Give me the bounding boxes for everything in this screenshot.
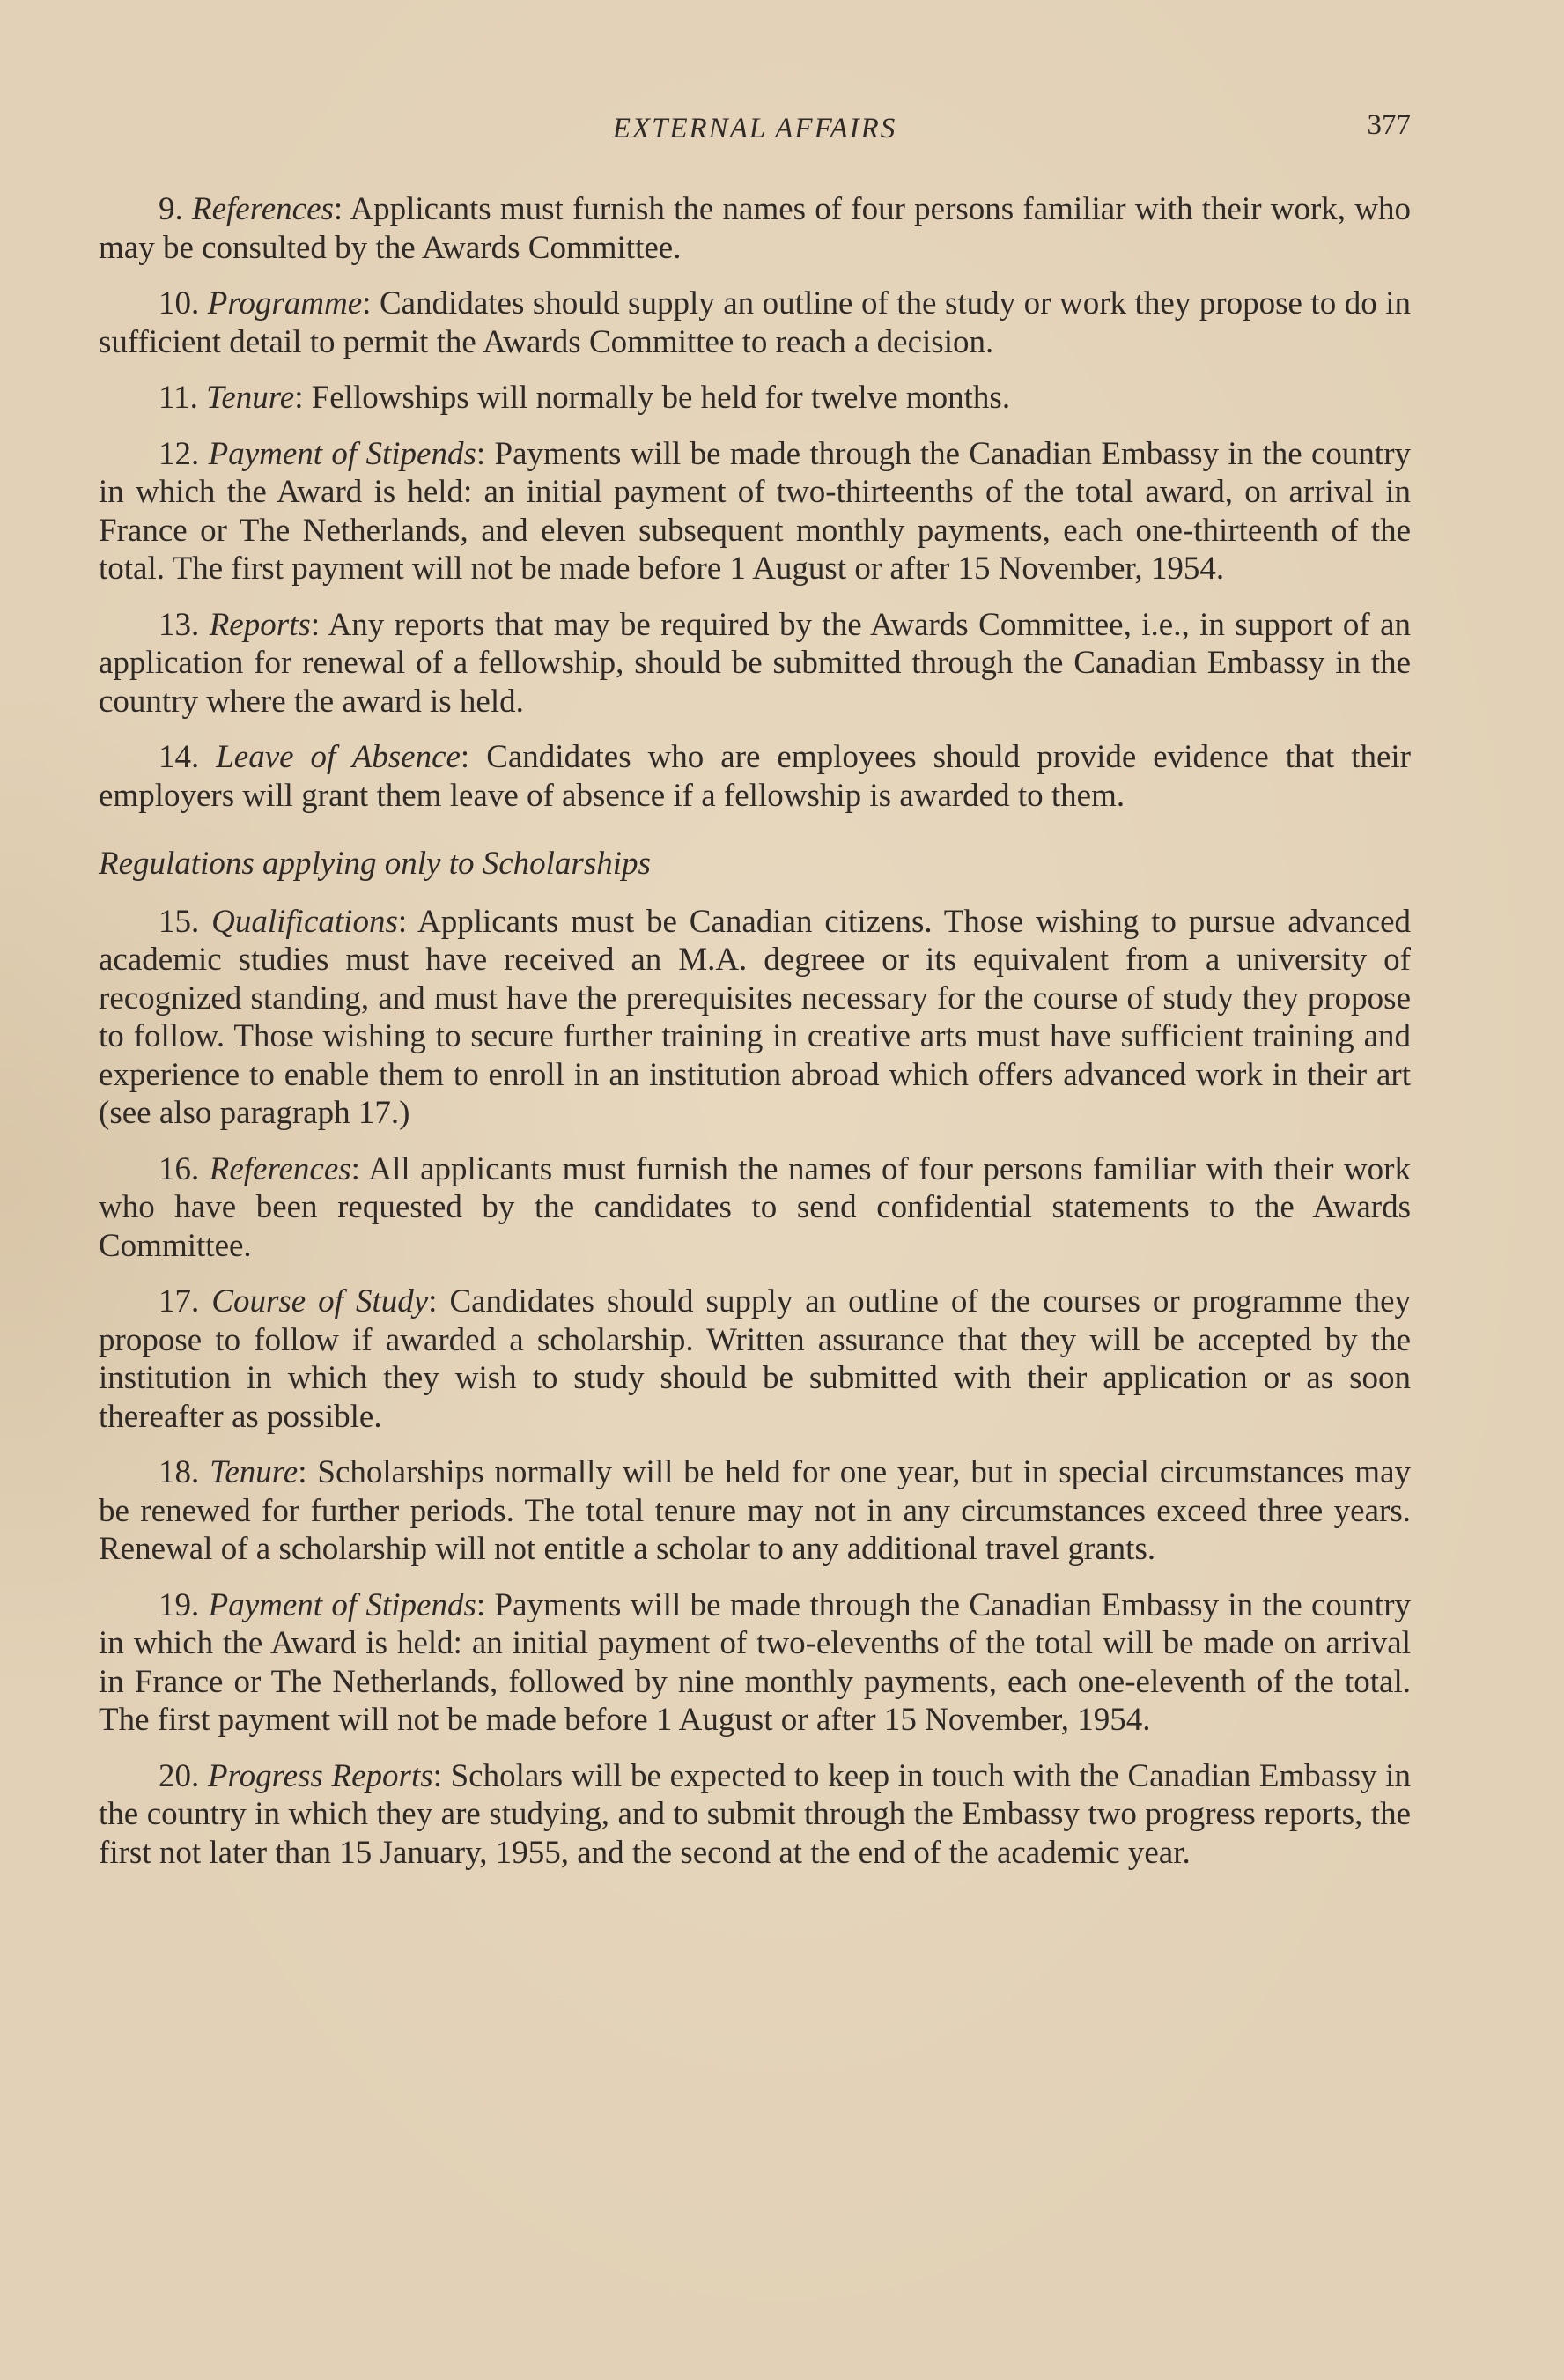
- paragraph-number: 17.: [159, 1283, 200, 1319]
- paragraph-text: Applicants must be Canadian citizens. Those wishing to pursue advanced academic studies must have received an M.A. degreee or its equivalent from a university of recognized standing, and must have the prerequisites necessary for the course of study they propose to follow. Those wishing to secure further training in creative arts must have sufficient training and experience to enable them to enroll in an institution abroad which offers advanced work in their art (see also paragraph 17.): [99, 903, 1411, 1131]
- paragraph-number: 13.: [159, 606, 200, 643]
- paragraph-term: Tenure: [210, 1454, 299, 1490]
- paragraph-19: 19. Payment of Stipends: Payments will be made through the Canadian Embassy in the country in which the Award is held: an initial payment of two-elevenths of the total will be made on arrival in France or The Netherlands, followed by nine monthly payments, each one-eleventh of the total. The first payment will not be made before 1 August or after 15 November, 1954.: [99, 1586, 1412, 1738]
- fellowship-regulations: [99, 190, 1411, 815]
- paragraph-12: 12. Payment of Stipends: Payments will be made through the Canadian Embassy in the country in which the Award is held: an initial payment of two-thirteenths of the total award, on arrival in France or The Netherlands, and eleven subsequent monthly payments, each one-thirteenth of the total. The first payment will not be made before 1 August or after 15 November, 1954.: [99, 435, 1412, 587]
- header-title: EXTERNAL AFFAIRS: [612, 113, 897, 144]
- paragraph-term: Leave of Absence: [216, 739, 461, 775]
- paragraph-number: 9.: [159, 191, 183, 227]
- paragraph-number: 11.: [159, 380, 198, 416]
- paragraph-11: 11. Tenure: Fellowships will normally be held for twelve months.: [159, 380, 1011, 416]
- paragraph-text: Payments will be made through the Canadian Embassy in the country in which the Award is held: an initial payment of two-elevenths of the total will be made on arrival in France or The Netherlands, followed by nine monthly payments, each one-eleventh of the total. The first payment will not be made before 1 August or after 15 November, 1954.: [99, 1586, 1412, 1738]
- paragraph-13: 13. Reports: Any reports that may be required by the Awards Committee, i.e., in support of an application for renewal of a fellowship, should be submitted through the Canadian Embassy in the country where the award is held.: [99, 606, 1411, 720]
- paragraph-term: Qualifications: [211, 903, 398, 940]
- paragraph-term: References: [209, 1150, 351, 1187]
- paragraph-text: All applicants must furnish the names of four persons familiar with their work who have been requested by the candidates to send confidential statements to the Awards Committee.: [99, 1150, 1411, 1264]
- paragraph-term: Progress Reports: [207, 1757, 433, 1794]
- paragraph-text: Any reports that may be required by the Awards Committee, i.e., in support of an application for renewal of a fellowship, should be submitted through the Canadian Embassy in the country where the award is held.: [99, 606, 1411, 720]
- paragraph-number: 14.: [159, 739, 200, 775]
- paragraph-9: 9. References: Applicants must furnish the names of four persons familiar with their work, who may be consulted by the Awards Committee.: [99, 191, 1411, 266]
- paragraph-term: Tenure: [206, 380, 295, 416]
- paragraph-term: Programme: [207, 285, 363, 322]
- page-number: 377: [1367, 109, 1411, 141]
- section-heading: Regulations applying only to Scholarships: [99, 846, 651, 882]
- paragraph-10: 10. Programme: Candidates should supply an outline of the study or work they propose to do in sufficient detail to permit the Awards Committee to reach a decision.: [99, 285, 1412, 360]
- paragraph-text: Fellowships will normally be held for twelve months.: [311, 380, 1011, 416]
- paragraph-number: 20.: [159, 1757, 200, 1794]
- paragraph-number: 16.: [159, 1150, 200, 1187]
- running-header: [99, 106, 1411, 152]
- paragraph-text: Candidates who are employees should provide evidence that their employers will grant them leave of absence if a fellowship is awarded to them.: [99, 739, 1411, 814]
- paragraph-15: 15. Qualifications: Applicants must be Canadian citizens. Those wishing to pursue advanced academic studies must have received an M.A. degreee or its equivalent from a university of recognized standing, and must have the prerequisites necessary for the course of study they propose to follow. Those wishing to secure further training in creative arts must have sufficient training and experience to enable them to enroll in an institution abroad which offers advanced work in their art (see also paragraph 17.): [99, 903, 1411, 1131]
- paragraph-number: 18.: [159, 1454, 200, 1490]
- paragraph-number: 19.: [159, 1586, 200, 1623]
- paragraph-17: 17. Course of Study: Candidates should supply an outline of the courses or programme they propose to follow if awarded a scholarship. Written assurance that they will be accepted by the institution in which they wish to study should be submitted with their application or as soon thereafter as possible.: [99, 1283, 1412, 1435]
- paragraph-text: Applicants must furnish the names of four persons familiar with their work, who may be consulted by the Awards Committee.: [99, 191, 1411, 266]
- paragraph-term: References: [191, 191, 334, 227]
- paragraph-18: 18. Tenure: Scholarships normally will be held for one year, but in special circumstances may be renewed for further periods. The total tenure may not in any circumstances exceed three years. Renewal of a scholarship will not entitle a scholar to any additional travel grants.: [99, 1454, 1411, 1567]
- paragraph-text: Scholarships normally will be held for one year, but in special circumstances may be renewed for further periods. The total tenure may not in any circumstances exceed three years. Renewal of a scholarship will not entitle a scholar to any additional travel grants.: [99, 1454, 1411, 1567]
- paragraph-number: 12.: [159, 435, 200, 472]
- scholarship-regulations: [99, 903, 1411, 1873]
- paragraph-term: Payment of Stipends: [208, 1586, 476, 1623]
- paragraph-term: Payment of Stipends: [208, 435, 476, 472]
- paragraph-text: Scholars will be expected to keep in touch with the Canadian Embassy in the country in which they are studying, and to submit through the Embassy two progress reports, the first not later than 15 January, 1955, and the second at the end of the academic year.: [99, 1757, 1412, 1871]
- paragraph-text: Candidates should supply an outline of the study or work they propose to do in sufficient detail to permit the Awards Committee to reach a decision.: [99, 285, 1412, 360]
- paragraph-number: 10.: [159, 285, 200, 322]
- paragraph-text: Payments will be made through the Canadian Embassy in the country in which the Award is held: an initial payment of two-thirteenths of the total award, on arrival in France or The Netherlands, and eleven subsequent monthly payments, each one-thirteenth of the total. The first payment will not be made before 1 August or after 15 November, 1954.: [99, 435, 1412, 587]
- paragraph-20: 20. Progress Reports: Scholars will be expected to keep in touch with the Canadian Embassy in the country in which they are studying, and to submit through the Embassy two progress reports, the first not later than 15 January, 1955, and the second at the end of the academic year.: [99, 1757, 1412, 1871]
- paragraph-number: 15.: [159, 903, 200, 940]
- paragraph-16: 16. References: All applicants must furnish the names of four persons familiar with their work who have been requested by the candidates to send confidential statements to the Awards Committee.: [99, 1150, 1411, 1264]
- paragraph-term: Course of Study: [211, 1283, 429, 1319]
- paragraph-text: Candidates should supply an outline of the courses or programme they propose to follow if awarded a scholarship. Written assurance that they will be accepted by the institution in which they wish to study should be submitted with their application or as soon thereafter as possible.: [99, 1283, 1412, 1435]
- document-page: [99, 106, 1411, 1889]
- paragraph-14: 14. Leave of Absence: Candidates who are employees should provide evidence that their employers will grant them leave of absence if a fellowship is awarded to them.: [99, 739, 1411, 814]
- paragraph-term: Reports: [209, 606, 311, 643]
